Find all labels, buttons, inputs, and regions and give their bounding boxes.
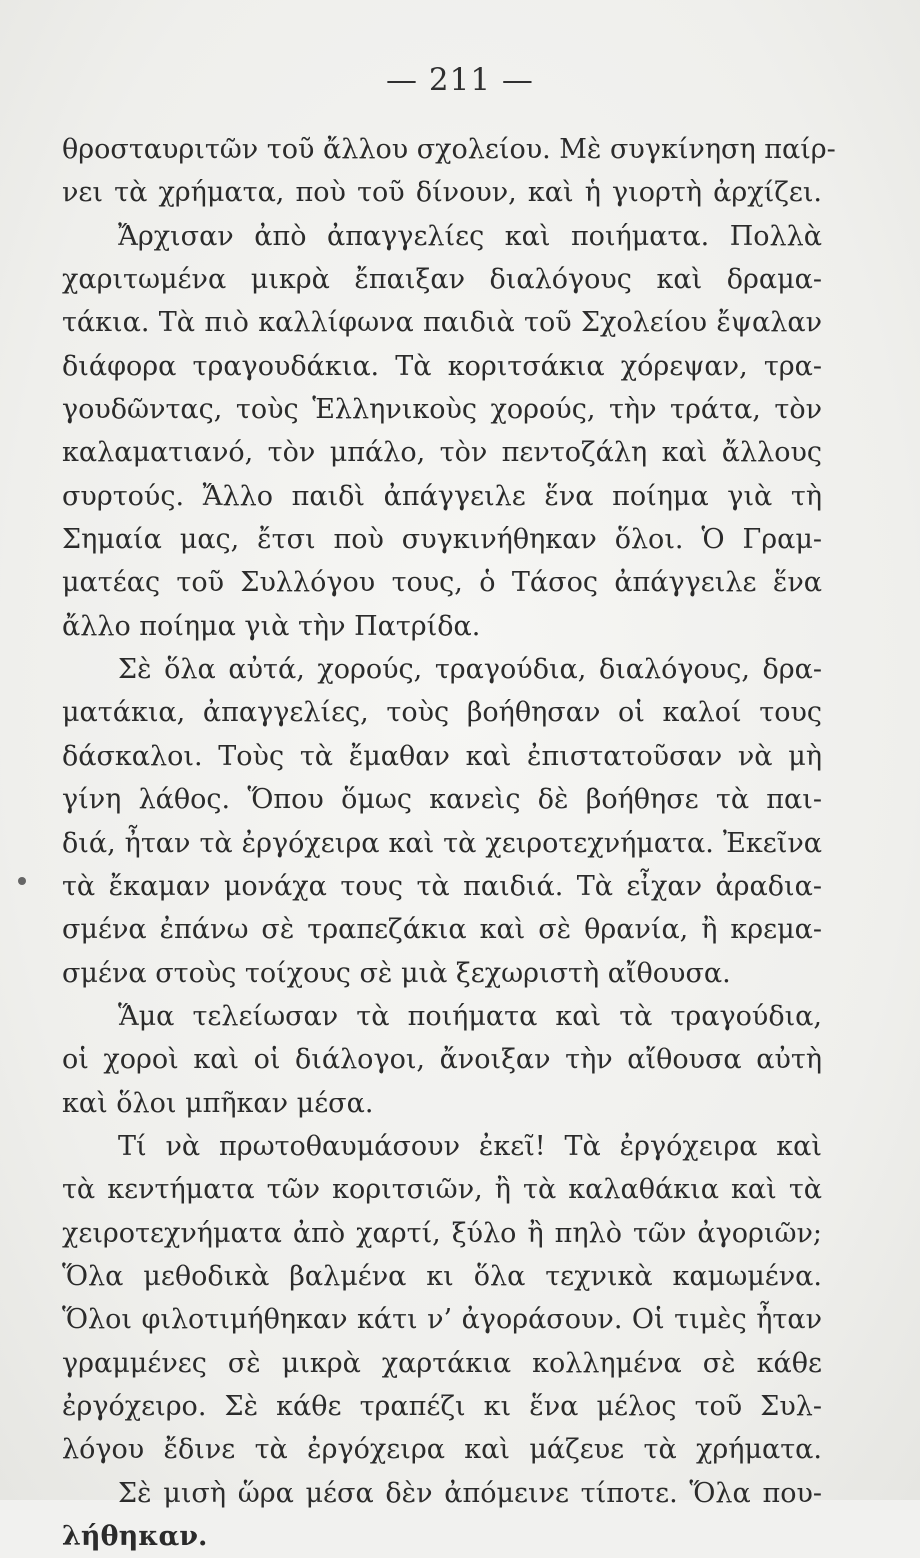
text-line: λήθηκαν.	[62, 1521, 208, 1552]
text-line: τάκια. Τὰ πιὸ καλλίφωνα παιδιὰ τοῦ Σχολείου ἔψαλαν	[62, 307, 822, 339]
text-line: νει τὰ χρήματα, ποὺ τοῦ δίνουν, καὶ ἡ γιορτὴ ἀρχίζει.	[62, 177, 822, 209]
text-line: οἱ χοροὶ καὶ οἱ διάλογοι, ἄνοιξαν τὴν αἴθουσα αὐτὴ	[62, 1044, 822, 1076]
text-line: σμένα στοὺς τοίχους σὲ μιὰ ξεχωριστὴ αἴθουσα.	[62, 957, 731, 989]
text-line: ματάκια, ἀπαγγελίες, τοὺς βοήθησαν οἱ καλοί τους	[62, 697, 822, 729]
margin-dot-mark	[18, 877, 26, 885]
text-line: συρτούς. Ἄλλο παιδὶ ἀπάγγειλε ἕνα ποίημα γιὰ τὴ	[62, 480, 822, 512]
text-line: ἄλλο ποίημα γιὰ τὴν Πατρίδα.	[62, 610, 481, 642]
text-line: καλαματιανό, τὸν μπάλο, τὸν πεντοζάλη καὶ ἄλλους	[62, 437, 822, 469]
text-line: χαριτωμένα μικρὰ ἔπαιξαν διαλόγους καὶ δραμα-	[62, 264, 822, 296]
text-line: διά, ἦταν τὰ ἐργόχειρα καὶ τὰ χειροτεχνήματα. Ἐκεῖνα	[62, 827, 822, 859]
text-line: Ἄρχισαν ἀπὸ ἀπαγγελίες καὶ ποιήματα. Πολλὰ	[118, 220, 822, 252]
text-line: Τί νὰ πρωτοθαυμάσουν ἐκεῖ! Τὰ ἐργόχειρα καὶ	[118, 1130, 822, 1162]
text-line: γουδῶντας, τοὺς Ἑλληνικοὺς χορούς, τὴν τράτα, τὸν	[62, 394, 822, 426]
text-line: διάφορα τραγουδάκια. Τὰ κοριτσάκια χόρεψαν, τρα-	[62, 350, 822, 382]
text-line: γίνη λάθος. Ὅπου ὅμως κανεὶς δὲ βοήθησε τὰ παι-	[62, 784, 822, 816]
text-line: Σὲ ὅλα αὐτά, χορούς, τραγούδια, διαλόγους, δρα-	[118, 654, 822, 686]
text-line: τὰ κεντήματα τῶν κοριτσιῶν, ἢ τὰ καλαθάκια καὶ τὰ	[62, 1174, 822, 1206]
text-line: Ὅλοι φιλοτιμήθηκαν κάτι ν’ ἀγοράσουν. Οἱ τιμὲς ἦταν	[62, 1304, 822, 1336]
page-number: — 211 —	[386, 62, 534, 98]
text-line: καὶ ὅλοι μπῆκαν μέσα.	[62, 1087, 374, 1119]
text-line: ματέας τοῦ Συλλόγου τους, ὁ Τάσος ἀπάγγειλε ἕνα	[62, 567, 822, 599]
text-line: Ἅμα τελείωσαν τὰ ποιήματα καὶ τὰ τραγούδια,	[118, 1000, 822, 1032]
text-line: χειροτεχνήματα ἀπὸ χαρτί, ξύλο ἢ πηλὸ τῶν ἀγοριῶν;	[62, 1217, 822, 1249]
text-line: ἐργόχειρο. Σὲ κάθε τραπέζι κι ἕνα μέλος τοῦ Συλ-	[62, 1390, 822, 1422]
text-line: σμένα ἐπάνω σὲ τραπεζάκια καὶ σὲ θρανία, ἢ κρεμα-	[62, 914, 822, 946]
text-line: θροσταυριτῶν τοῦ ἄλλου σχολείου. Μὲ συγκίνηση παίρ-	[62, 134, 836, 165]
text-line: Ὅλα μεθοδικὰ βαλμένα κι ὅλα τεχνικὰ καμωμένα.	[62, 1260, 822, 1292]
text-line: δάσκαλοι. Τοὺς τὰ ἔμαθαν καὶ ἐπιστατοῦσαν νὰ μὴ	[62, 740, 822, 772]
text-line: γραμμένες σὲ μικρὰ χαρτάκια κολλημένα σὲ κάθε	[62, 1347, 822, 1379]
text-line: Σημαία μας, ἔτσι ποὺ συγκινήθηκαν ὅλοι. Ὁ Γραμ-	[62, 524, 822, 556]
text-line: τὰ ἔκαμαν μονάχα τους τὰ παιδιά. Τὰ εἶχαν ἀραδια-	[62, 870, 822, 902]
text-line: Σὲ μισὴ ὥρα μέσα δὲν ἀπόμεινε τίποτε. Ὅλα που-	[118, 1477, 822, 1509]
body-text	[62, 128, 836, 1558]
text-line: λόγου ἔδινε τὰ ἐργόχειρα καὶ μάζευε τὰ χρήματα.	[62, 1434, 822, 1466]
